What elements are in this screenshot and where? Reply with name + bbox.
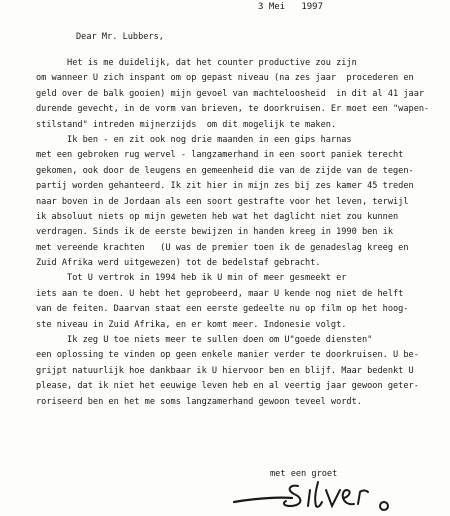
text-line: Ik ben - en zit ook nog drie maanden in een gips harnas xyxy=(36,134,352,145)
text-line: ste niveau in Zuid Afrika, en er komt meer. Indonesie volgt. xyxy=(36,319,347,330)
text-line: ik absoluut niets op mijn geweten heb wat het daglicht niet zou kunnen xyxy=(36,211,399,222)
text-line: stilstand" intreden mijnerzijds om dit mogelijk te maken. xyxy=(36,119,337,130)
paragraph xyxy=(36,133,448,272)
text-line: Zuid Afrika werd uitgewezen) tot de bedelstaf gebracht. xyxy=(36,258,321,269)
text-line: Ik zeg U toe niets meer te sullen doen om U"goede diensten" xyxy=(36,335,373,346)
letter-body xyxy=(36,56,448,410)
text-line: iets aan te doen. U hebt het geprobeerd, maar U kende nog niet de helft xyxy=(36,288,404,299)
text-line: please, dat ik niet het eeuwige leven heb en al veertig jaar gewoon geter- xyxy=(36,381,419,392)
text-line: roriseerd ben en het me soms langzamerhand gewoon teveel wordt. xyxy=(36,396,362,407)
text-line: naar boven in de Jordaan als een soort gestrafte voor het leven, terwijl xyxy=(36,196,409,207)
text-line: geld over de balk gooien) mijn gevoel van machteloosheid in dit al 41 jaar xyxy=(36,88,425,99)
text-line: een oplossing te vinden op geen enkele manier verder te doorkruisen. U be- xyxy=(36,350,419,361)
paragraph xyxy=(36,56,448,133)
text-line: gekomen, ook door de leugens en gemeenheid die van de zijde van de tegen- xyxy=(36,165,414,176)
text-line: om wanneer U zich inspant om op gepast niveau (na zes jaar procederen en xyxy=(36,73,414,84)
text-line: van de feiten. Daarvan staat een eerste gedeelte nu op film op het hoog- xyxy=(36,304,409,315)
text-line: Tot U vertrok in 1994 heb ik U min of meer gesmeekt er xyxy=(36,273,347,284)
text-line: verdragen. Sinds ik de eerste bewijzen in handen kreeg in 1990 ben ik xyxy=(36,227,393,238)
text-line: Het is me duidelijk, dat het counter productive zou zijn xyxy=(36,58,357,68)
text-line: met vereende krachten (U was de premier toen ik de genadeslag kreeg en xyxy=(36,242,409,253)
text-line: partij worden gehanteerd. Ik zit hier in mijn zes bij zes kamer 45 treden xyxy=(36,181,414,192)
letter-date: 3 Mei 1997 xyxy=(258,2,324,12)
paragraph xyxy=(36,271,448,333)
text-line: met een gebroken rug wervel - langzamerhand in een soort paniek terecht xyxy=(36,150,404,161)
text-line: durende gevecht, in de vorm van brieven, te doorkruisen. Er moet een "wapen- xyxy=(36,104,430,115)
text-line: grijpt natuurlijk hoe dankbaar ik U hiervoor ben en blijf. Maar bedenkt U xyxy=(36,365,414,376)
closing: met een groet xyxy=(270,469,338,479)
handwritten-signature xyxy=(228,476,408,516)
paragraph xyxy=(36,333,448,410)
salutation: Dear Mr. Lubbers, xyxy=(76,32,164,42)
